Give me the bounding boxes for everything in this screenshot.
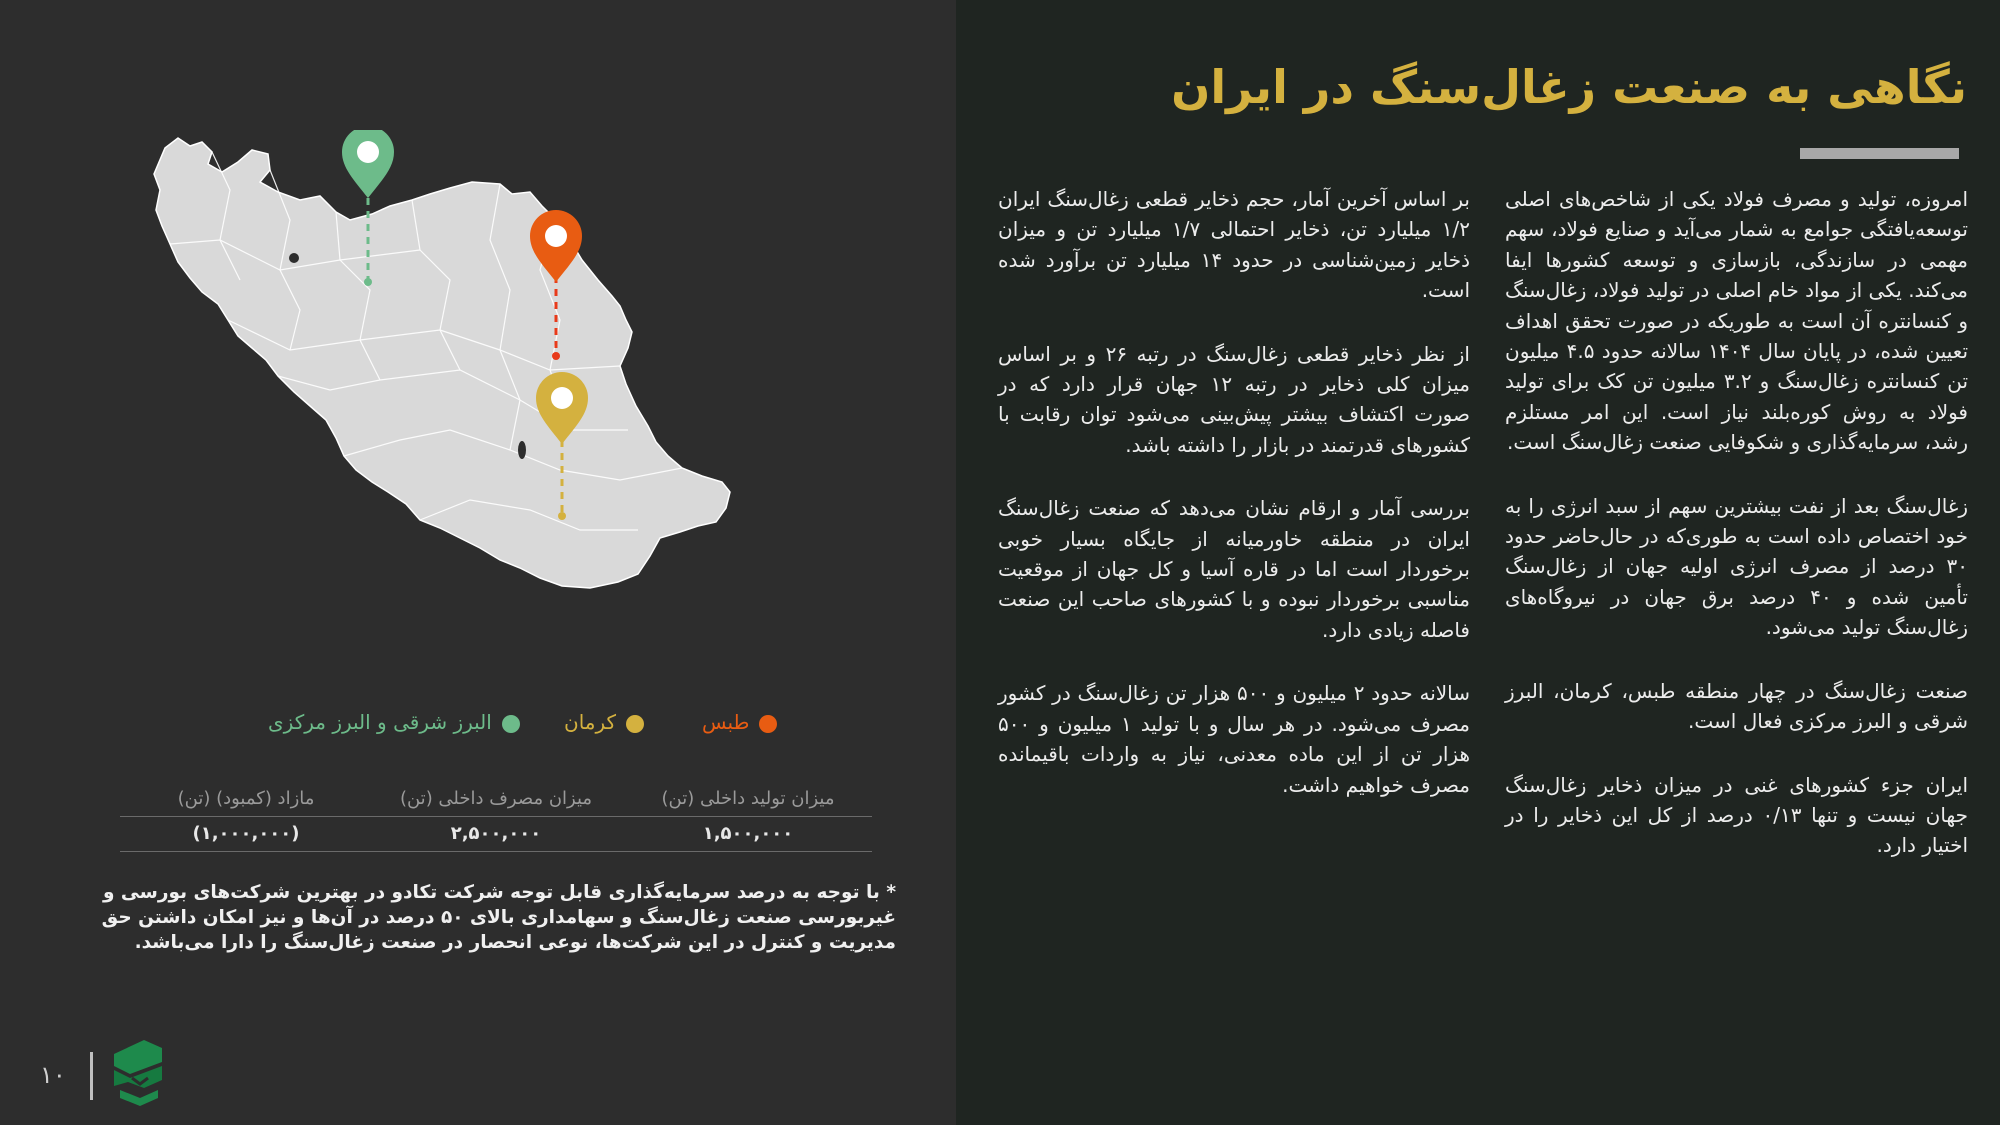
- iran-map: [150, 130, 770, 660]
- legend-dot-icon: [626, 715, 644, 733]
- legend-dot-icon: [759, 715, 777, 733]
- paragraph: صنعت زغال‌سنگ در چهار منطقه طبس، کرمان، البرز شرقی و البرز مرکزی فعال است.: [1505, 678, 1968, 734]
- text-column-right: [1505, 184, 1968, 894]
- marker-tabas-pin: [530, 210, 582, 360]
- legend-item-kerman: [564, 704, 644, 740]
- paragraph: ایران جزء کشورهای غنی در میزان ذخایر زغال‌سنگ جهان نیست و تنها ۰/۱۳ درصد از کل این ذخایر را در اختیار دارد.: [1505, 772, 1968, 858]
- map-legend: [260, 704, 800, 740]
- paragraph: از نظر ذخایر قطعی زغال‌سنگ در رتبه ۲۶ و بر اساس میزان کلی ذخایر در رتبه ۱۲ جهان قرار دارد که در صورت اکتشاف بیشتر پیش‌بینی می‌شود توان رقابت با کشورهای قدرتمند در بازار را داشته باشد.: [998, 341, 1471, 457]
- table-header-cell: میزان تولید داخلی (تن): [661, 788, 835, 809]
- table-cell: ۲,۵۰۰,۰۰۰: [450, 823, 542, 844]
- table-cell: (۱,۰۰۰,۰۰۰): [192, 823, 300, 844]
- table-header-cell: مازاد (کمبود) (تن): [177, 788, 315, 809]
- table-row: [120, 817, 872, 852]
- paragraph: امروزه، تولید و مصرف فولاد یکی از شاخص‌های اصلی توسعه‌یافتگی جوامع به شمار می‌آید و صنایع فولاد، سهم مهمی در سازندگی، بازسازی و توسعه کشورها ایفا می‌کند. یکی از مواد خام اصلی در تولید فولاد، زغال‌سنگ و کنسانتره آن است به طوریکه در صورت تحقق اهداف تعیین شده، در پایان سال ۱۴۰۴ سالانه حدود ۴.۵ میلیون تن کنسانتره زغال‌سنگ و ۳.۲ میلیون تن کک برای تولید فولاد به روش کوره‌بلند نیاز است. این امر مستلزم رشد، سرمایه‌گذاری و شکوفایی صنعت زغال‌سنگ است.: [1505, 187, 1969, 455]
- legend-label: البرز شرقی و البرز مرکزی: [268, 710, 492, 734]
- legend-item-alborz: [268, 704, 520, 740]
- paragraph: بر اساس آخرین آمار، حجم ذخایر قطعی زغال‌سنگ ایران ۱/۲ میلیارد تن، ذخایر احتمالی ۱/۷ میلیارد تن و میزان ذخایر زمین‌شناسی در حدود ۱۴ میلیارد تن برآورد شده است.: [998, 187, 1471, 303]
- marker-alborz-pin: [342, 130, 394, 286]
- legend-item-tabas: [702, 704, 777, 740]
- paragraph: بررسی آمار و ارقام نشان می‌دهد که صنعت زغال‌سنگ ایران در منطقه خاورمیانه از جایگاه بسیار خوبی برخوردار است اما در قاره آسیا و کل جهان از موقعیت مناسبی برخوردار نبوده و با کشورهای صاحب این صنعت فاصله زیادی دارد.: [998, 496, 1470, 642]
- marker-kerman-pin: [536, 372, 588, 520]
- legend-label: کرمان: [564, 710, 617, 734]
- table-cell: ۱,۵۰۰,۰۰۰: [702, 823, 794, 844]
- table-header-row: [120, 782, 872, 817]
- legend-dot-icon: [502, 715, 520, 733]
- footnote: * با توجه به درصد سرمایه‌گذاری قابل توجه شرکت تکادو در بهترین شرکت‌های بورسی و غیربورسی صنعت زغال‌سنگ و سهامداری بالای ۵۰ درصد در آن‌ها و نیز امکان داشتن حق مدیریت و کنترل در این شرکت‌ها، نوعی انحصار در صنعت زغال‌سنگ را دارا می‌باشد.: [101, 882, 896, 953]
- coal-balance-table: [120, 782, 872, 852]
- company-logo-icon: [110, 1036, 166, 1108]
- paragraph: زغال‌سنگ بعد از نفت بیشترین سهم از سبد انرژی را به خود اختصاص داده است به طوری‌که در حال‌حاضر حدود ۳۰ درصد از مصرف انرژی اولیه جهان از زغال‌سنگ تأمین شده و ۴۰ درصد برق جهان در نیروگاه‌های زغال‌سنگ تولید می‌شود.: [1505, 493, 1968, 640]
- table-header-cell: میزان مصرف داخلی (تن): [399, 788, 593, 809]
- text-column-left: [998, 184, 1470, 833]
- legend-label: طبس: [702, 710, 750, 734]
- page-number: ۱۰: [40, 1061, 66, 1089]
- page-title: نگاهی به صنعت زغال‌سنگ در ایران: [1171, 60, 1967, 114]
- paragraph: سالانه حدود ۲ میلیون و ۵۰۰ هزار تن زغال‌سنگ در کشور مصرف می‌شود. در هر سال و با تولید ۱ میلیون و ۵۰۰ هزار تن از این ماده معدنی، نیاز به واردات باقیمانده مصرف خواهیم داشت.: [998, 681, 1471, 797]
- map-markers: [150, 130, 770, 660]
- title-underline: [1800, 148, 1959, 159]
- footer-divider: [90, 1052, 93, 1100]
